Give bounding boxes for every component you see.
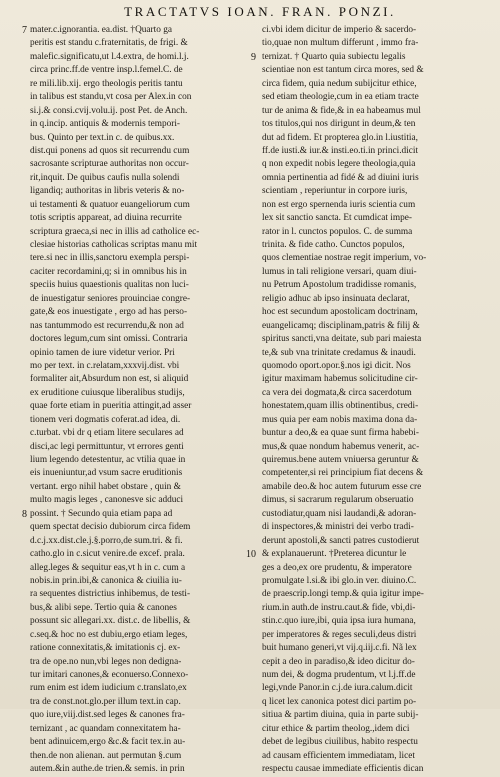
line-text: te,& sub vna trinitate credamus & inaudi. — [262, 347, 416, 358]
text-line — [262, 494, 488, 507]
text-line — [262, 709, 488, 722]
text-line — [30, 64, 256, 77]
text-line — [262, 347, 488, 360]
line-text: de inuestigatur seniores prouinciae congre- — [30, 293, 191, 304]
line-text: scriptura graeca,si nec in illis ad catholice ec- — [30, 226, 200, 237]
line-text: nas tantummodo est recurrendu,& non ad — [30, 320, 184, 331]
text-line — [262, 427, 488, 440]
text-line — [262, 145, 488, 158]
text-line — [30, 615, 256, 628]
line-text: lumus in tali religione versari, quam diui- — [262, 266, 417, 277]
line-text: speciis huius quaestionis qualitas non luci- — [30, 280, 189, 291]
line-text: catho.glo in c.sicut venire.de excef. prala. — [30, 549, 185, 560]
line-text: mo per text. in c.relatam,xxxvij.dist. vbi — [30, 360, 180, 371]
line-text: stin.c.quo iure,ibi, quia ipsa iura humana, — [262, 616, 416, 627]
line-text: quae forte etiam in pueritia attingit,ad asser — [30, 401, 192, 412]
running-head: TRACTATVS IOAN. FRAN. PONZI. — [124, 4, 396, 19]
line-text: tio,quae non multum differunt , immo fra- — [262, 38, 419, 49]
line-text: tos titulos,qui nos dirigunt in deum,& ten — [262, 119, 416, 130]
text-line — [262, 293, 488, 306]
text-line — [262, 521, 488, 534]
text-line — [30, 723, 256, 736]
line-text: alleg.leges & sequitur eas,vt h in c. cum a — [30, 562, 186, 573]
line-text: de praescrip.longi temp.& quia igitur impe- — [262, 589, 424, 600]
text-line — [262, 212, 488, 225]
line-text: c.seq.& hoc no est dubiu,ergo etiam leges, — [30, 629, 188, 640]
text-line — [246, 548, 488, 561]
line-text: quomodo oport.opor.§.nos igi dicit. Nos — [262, 360, 411, 371]
line-text: q non expedit nobis legere theologia,quia — [262, 159, 416, 170]
text-line — [262, 629, 488, 642]
line-text: omnia pertinentia ad fidé & ad diuini iuris — [262, 172, 419, 183]
text-line — [30, 320, 256, 333]
line-text: euangelicamq; disciplinam,patris & filij & — [262, 320, 420, 331]
text-line — [262, 306, 488, 319]
text-line — [262, 508, 488, 521]
line-text: honestatem,quam illis obtinentibus, credi- — [262, 401, 419, 412]
line-text: amabile deo.& hoc autem futurum esse cre — [262, 481, 422, 492]
line-text: scientiae non est tantum circa mores, sed & — [262, 65, 424, 76]
line-text: bus,& alibi sepe. Tertio quia & canones — [30, 602, 177, 613]
text-line — [262, 763, 488, 776]
text-line — [30, 172, 256, 185]
line-text: circa fidem, quia nedum subijcitur ethice, — [262, 78, 417, 89]
text-line — [30, 51, 256, 64]
line-text: ternizat. † Quarto quia subiectu legalis — [262, 51, 406, 62]
text-line — [30, 373, 256, 386]
text-line — [30, 588, 256, 601]
line-text: ff.de iusti.& iur.& insti.eo.ti.in princi.dicit — [262, 145, 419, 156]
margin-number: 9 — [251, 51, 256, 63]
text-line — [262, 78, 488, 91]
line-text: ra sequentes districtius inhibemus, de testi- — [30, 589, 191, 600]
margin-number: 8 — [22, 508, 27, 520]
text-line — [30, 750, 256, 763]
text-line — [262, 642, 488, 655]
text-line — [30, 266, 256, 279]
line-text: ternizant , ac quandam connexitatem ha- — [30, 723, 181, 734]
line-text: rium.in auth.de instru.caut.& fide, vbi,di- — [262, 602, 416, 613]
line-text: si.j.& consi.cvij.volu.ij. post Pet. de Anch. — [30, 105, 188, 116]
line-text: trinita. & fide catho. Cunctos populos, — [262, 240, 405, 250]
line-text: cepit a deo in paradiso,& ideo dicitur do- — [262, 656, 415, 667]
text-line — [262, 172, 488, 185]
line-text: di inspectores,& ministri dei verbo tradi- — [262, 522, 414, 533]
line-text: tere.si nec in illis,sanctoru exempla perspi- — [30, 253, 190, 264]
line-text: rit,inquit. De quibus caufis nulla solendi — [30, 172, 180, 183]
line-text: non est ergo spernenda iuris scientia cum — [262, 199, 416, 210]
line-text: malefic.significatu,ut l.4.extra, de homi.l.j. — [30, 51, 189, 62]
line-text: bent adinuicem,ergo &c.& facit tex.in au- — [30, 737, 186, 748]
text-line — [30, 763, 256, 776]
line-text: nu Petrum Apostolum tradidisse romanis, — [262, 280, 417, 291]
line-text: spiritus sancti,vna deitate, sub pari maiesta — [262, 334, 422, 345]
text-line — [30, 427, 256, 440]
line-text: dut ad fidem. Et propterea glo.in l.iustitia, — [262, 132, 418, 143]
line-text: ad causam efficientem immediatam, licet — [262, 750, 415, 761]
text-line — [262, 37, 488, 50]
text-line — [30, 360, 256, 373]
text-line — [262, 588, 488, 601]
line-text: multo magis leges , canonesve sic adduci — [30, 495, 184, 506]
text-line — [30, 400, 256, 413]
line-text: nobis.in prin.ibi,& canonica & ciuilia iu- — [30, 575, 182, 586]
text-line — [262, 481, 488, 494]
line-text: religio adhuc ab ipso insinuata declarat, — [262, 293, 410, 304]
line-text: dimus, si sacrarum regularum obseruatio — [262, 495, 414, 506]
left-column — [22, 24, 256, 775]
line-text: c.turbat. vbi dr q etiam litere seculares ad — [30, 428, 184, 439]
line-text: scientiam , reperiuntur in corpore iuris, — [262, 186, 408, 197]
text-line — [262, 656, 488, 669]
text-line — [262, 252, 488, 265]
line-text: vertant. ergo nihil habet obstare , quin & — [30, 481, 181, 492]
line-text: respectu causae immediate efficientis dican — [262, 764, 424, 775]
line-text: competenter,si rei principium fiat decens & — [262, 468, 424, 479]
text-line — [30, 306, 256, 319]
line-text: buit humano generi,vt vij.q.iij.c.fi. Nã lex — [262, 643, 417, 654]
text-line — [30, 629, 256, 642]
line-text: formaliter ait,Absurdum non est, si aliquid — [30, 374, 189, 385]
text-line — [262, 454, 488, 467]
line-text: in talibus est standu,vt cosa per Alex.in con — [30, 92, 192, 103]
line-text: eis inueniuntur,ad vsum sacre eruditionis — [30, 468, 183, 479]
line-text: promulgate l.si.& ibi glo.in ver. diuino.C. — [262, 575, 417, 586]
text-line — [30, 105, 256, 118]
line-text: circa princ.ff.de ventre insp.l.femel.C. de — [30, 65, 183, 76]
line-text: possunt sic allegari.xx. dist.c. de libellis, & — [30, 616, 191, 627]
text-line — [262, 400, 488, 413]
line-text: lex sit sanctio sancta. Et cumdicat impe- — [262, 213, 412, 224]
line-text: legi,vnde Panor.in c.j.de iura.calum.dicit — [262, 683, 413, 694]
text-line — [30, 494, 256, 507]
line-text: quo iure,viij.dist.sed leges & canones fra- — [30, 710, 185, 721]
text-line — [30, 669, 256, 682]
text-line — [30, 467, 256, 480]
line-text: totis scriptis appareat, ad diuina recurrite — [30, 213, 182, 224]
line-text: dist.qui ponens ad quos sit recurrendu cum — [30, 145, 190, 156]
line-text: ci.vbi idem dicitur de imperio & sacerdo- — [262, 25, 417, 35]
line-text: buntur a deo,& ea quae sunt firma habebi- — [262, 428, 419, 439]
text-line — [30, 333, 256, 346]
line-text: ca vera dei dogmata,& circa sacerdotum — [262, 387, 412, 398]
text-line — [262, 669, 488, 682]
line-text: opinio tamen de iure videtur verior. Pri — [30, 347, 175, 358]
text-line — [30, 226, 256, 239]
text-line — [30, 602, 256, 615]
line-text: in q.incip. antiquis & modernis tempori- — [30, 119, 181, 130]
text-line — [262, 467, 488, 480]
text-line — [262, 414, 488, 427]
line-text: sitiua & partim diuina, quia in parte subij- — [262, 710, 419, 721]
text-line — [30, 642, 256, 655]
margin-number: 10 — [246, 549, 256, 561]
text-line — [22, 24, 256, 37]
line-text: ligandiq; authoritas in libris veteris & no- — [30, 186, 185, 197]
line-text: tionem veri dogmatis coferat.ad idea, di. — [30, 414, 181, 425]
text-line — [30, 293, 256, 306]
text-line — [262, 24, 488, 37]
text-line — [30, 414, 256, 427]
text-line — [262, 723, 488, 736]
text-line — [262, 279, 488, 292]
text-line — [262, 441, 488, 454]
text-line — [251, 51, 488, 64]
line-text: possint. † Secundo quia etiam papa ad — [30, 508, 173, 519]
text-line — [30, 736, 256, 749]
line-text: ex eruditione cuiusque liberalibus studijs, — [30, 387, 185, 398]
line-text: gate,& eos inuestigate , ergo ad has perso- — [30, 307, 188, 318]
text-line — [262, 750, 488, 763]
right-column — [246, 24, 488, 775]
line-text: q licet lex canonica potest dici partim po- — [262, 696, 417, 707]
line-text: then.de non alienan. aut permutan §.cum — [30, 750, 182, 761]
text-line — [262, 360, 488, 373]
text-line — [30, 709, 256, 722]
text-line — [30, 387, 256, 400]
text-line — [30, 132, 256, 145]
text-line — [30, 347, 256, 360]
text-line — [262, 226, 488, 239]
line-text: caciter recordamini,q; si in omnibus his in — [30, 266, 187, 277]
line-text: tur de anima & fide,& in ea habeamus mul — [262, 105, 421, 116]
text-line — [262, 199, 488, 212]
text-line — [262, 239, 488, 252]
text-line — [262, 158, 488, 171]
text-line — [30, 481, 256, 494]
line-text: rator in l. cunctos populos. C. de summa — [262, 226, 413, 237]
text-line — [262, 132, 488, 145]
text-line — [30, 145, 256, 158]
text-line — [262, 615, 488, 628]
line-text: tra de ope.no nun,vbi leges non dedigna- — [30, 656, 182, 667]
text-line — [262, 602, 488, 615]
line-text: peritis est standu c.fraternitatis, de frigi. & — [30, 38, 188, 49]
text-line — [30, 562, 256, 575]
line-text: custodiatur,quam nisi laudandi,& adoran- — [262, 508, 417, 519]
text-line — [30, 78, 256, 91]
text-line — [30, 252, 256, 265]
line-text: sacrosante scripturae authoritas non occur- — [30, 159, 189, 170]
line-text: autem.&in authe.de trien.& semis. in prin — [30, 764, 185, 775]
text-line — [30, 441, 256, 454]
line-text: quem spectat decisio dubiorum circa fidem — [30, 522, 191, 533]
text-line — [30, 548, 256, 561]
text-line — [262, 105, 488, 118]
line-text: citur ethice & partim theolog.,idem dici — [262, 723, 410, 734]
text-line — [262, 696, 488, 709]
line-text: derunt apostoli,& sancti patres custodierut — [262, 535, 420, 546]
line-text: doctores legum,cum sint omissi. Contraria — [30, 334, 188, 345]
text-line — [30, 535, 256, 548]
line-text: lium legendo detestentur, ac vtilia quae in — [30, 455, 186, 465]
text-line — [262, 333, 488, 346]
margin-number: 7 — [22, 25, 27, 36]
line-text: rum enim est idem iudicium c.translato,ex — [30, 683, 187, 694]
text-line — [262, 266, 488, 279]
line-text: num dei, & dogma prudentum, vt l.j.ff.de — [262, 670, 416, 680]
line-text: debet de legibus ciuilibus, habito respectu — [262, 737, 418, 748]
line-text: mater.c.ignorantia. ea.dist. †Quarto ga — [30, 25, 172, 35]
line-text: mus quia per eam nobis maxima dona da- — [262, 414, 418, 425]
text-line — [262, 736, 488, 749]
line-text: hoc est secundum apostolicam doctrinam, — [262, 307, 418, 318]
text-line — [30, 185, 256, 198]
text-line — [30, 158, 256, 171]
text-line — [262, 387, 488, 400]
line-text: d.c.j.xx.dist.cle.j.§.porro,de sum.tri. & fi. — [30, 535, 183, 546]
text-line — [262, 320, 488, 333]
text-line — [262, 373, 488, 386]
text-line — [22, 508, 256, 521]
line-text: & explanauerunt. †Preterea dicuntur le — [262, 549, 407, 560]
text-line — [30, 682, 256, 695]
text-line — [30, 37, 256, 50]
text-line — [30, 279, 256, 292]
text-line — [30, 91, 256, 104]
text-line — [30, 521, 256, 534]
text-line — [262, 535, 488, 548]
line-text: quos clementiae nostrae regit imperium, vo- — [262, 253, 427, 264]
line-text: per imperatores & reges seculi,deus distri — [262, 629, 417, 640]
line-text: tra de const.not.glo.per illum text.in cap. — [30, 696, 181, 707]
line-text: ges a deo,ex ore prudentu, & imperatore — [262, 562, 412, 573]
text-line — [262, 575, 488, 588]
text-line — [262, 562, 488, 575]
line-text: re mili.lib.xij. ergo theologis peritis tantu — [30, 78, 183, 89]
text-line — [30, 212, 256, 225]
line-text: tur imitari canones,& econuerso.Connexo- — [30, 670, 189, 680]
line-text: ratione connexitatis,& imitationis cj. ex- — [30, 643, 181, 654]
line-text: clesiae historias catholicas scriptas manu mit — [30, 240, 198, 250]
line-text: sed etiam theologie,cum in ea etiam tracte — [262, 92, 419, 103]
text-line — [30, 199, 256, 212]
text-line — [30, 454, 256, 467]
text-line — [262, 185, 488, 198]
text-line — [262, 91, 488, 104]
text-line — [30, 239, 256, 252]
text-line — [30, 118, 256, 131]
text-line — [262, 118, 488, 131]
text-line — [30, 575, 256, 588]
text-line — [262, 682, 488, 695]
text-line — [30, 696, 256, 709]
line-text: quiremus.bene autem vniuersa geruntur & — [262, 455, 419, 465]
text-line — [262, 64, 488, 77]
text-line — [30, 656, 256, 669]
line-text: disci,ac legi permittuntur, vt errores genti — [30, 441, 184, 452]
line-text: bus. Quinto per text.in c. de quibus.xx. — [30, 132, 175, 143]
line-text: mus,& quae nondum habemus venerit, ac- — [262, 441, 420, 452]
line-text: igitur maximam habemus solicitudine cir- — [262, 374, 418, 385]
line-text: ui testamenti & quatuor euangeliorum cum — [30, 199, 190, 210]
